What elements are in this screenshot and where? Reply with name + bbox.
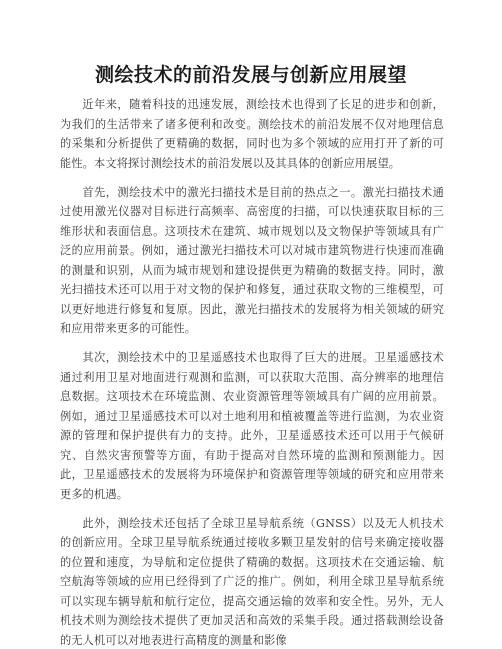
- document-title: 测绘技术的前沿发展与创新应用展望: [94, 64, 407, 86]
- paragraph-gnss-uav: 此外，测绘技术还包括了全球卫星导航系统（GNSS）以及无人机技术的创新应用。全球卫星导航系统通过接收多颗卫星发射的信号来确定接收器的位置和速度，为导航和定位提供了精确的数据。这项技术在交通运输、航空航海等领域的应用已经得到了广泛的推广。例如，利用全球卫星导航系统可以实现车辆导航和航行定位，提高交通运输的效率和安全性。另外，无人机技术则为测绘技术提供了更加灵活和高效的采集手段。通过搭载测绘设备的无人机可以对地表进行高精度的测量和影像: [60, 516, 444, 647]
- paragraph-remote-sensing: 其次，测绘技术中的卫星遥感技术也取得了巨大的进展。卫星遥感技术通过利用卫星对地面进行观测和监测，可以获取大范围、高分辨率的地理信息数据。这项技术在环境监测、农业资源管理等领域具有广阔的应用前景。例如，通过卫星遥感技术可以对土地利用和植被覆盖等进行监测，为农业资源的管理和保护提供有力的支持。此外，卫星遥感技术还可以用于气候研究、自然灾害预警等方面，有助于提高对自然环境的监测和预测能力。因此，卫星遥感技术的发展将为环境保护和资源管理等领域的研究和应用带来更多的机遇。: [60, 351, 444, 501]
- paragraph-intro: 近年来，随着科技的迅速发展，测绘技术也得到了长足的进步和创新，为我们的生活带来了诸多便利和改变。测绘技术的前沿发展不仅对地理信息的采集和分析提供了更精确的数据，同时也为多个领域的应用打开了新的可能性。本文将探讨测绘技术的前沿发展以及其具体的创新应用展望。: [60, 98, 444, 170]
- document-body: [60, 95, 444, 649]
- paragraph-laser-scanning: 首先，测绘技术中的激光扫描技术是目前的热点之一。激光扫描技术通过使用激光仪器对目标进行高频率、高密度的扫描，可以快速获取目标的三维形状和表面信息。这项技术在建筑、城市规划以及文物保护等领域具有广泛的应用前景。例如，通过激光扫描技术可以对城市建筑物进行快速而准确的测量和识别，从而为城市规划和建设提供更为精确的数据支持。同时，激光扫描技术还可以用于对文物的保护和修复，通过获取文物的三维模型，可以更好地进行修复和复原。因此，激光扫描技术的发展将为相关领域的研究和应用带来更多的可能性。: [60, 185, 444, 335]
